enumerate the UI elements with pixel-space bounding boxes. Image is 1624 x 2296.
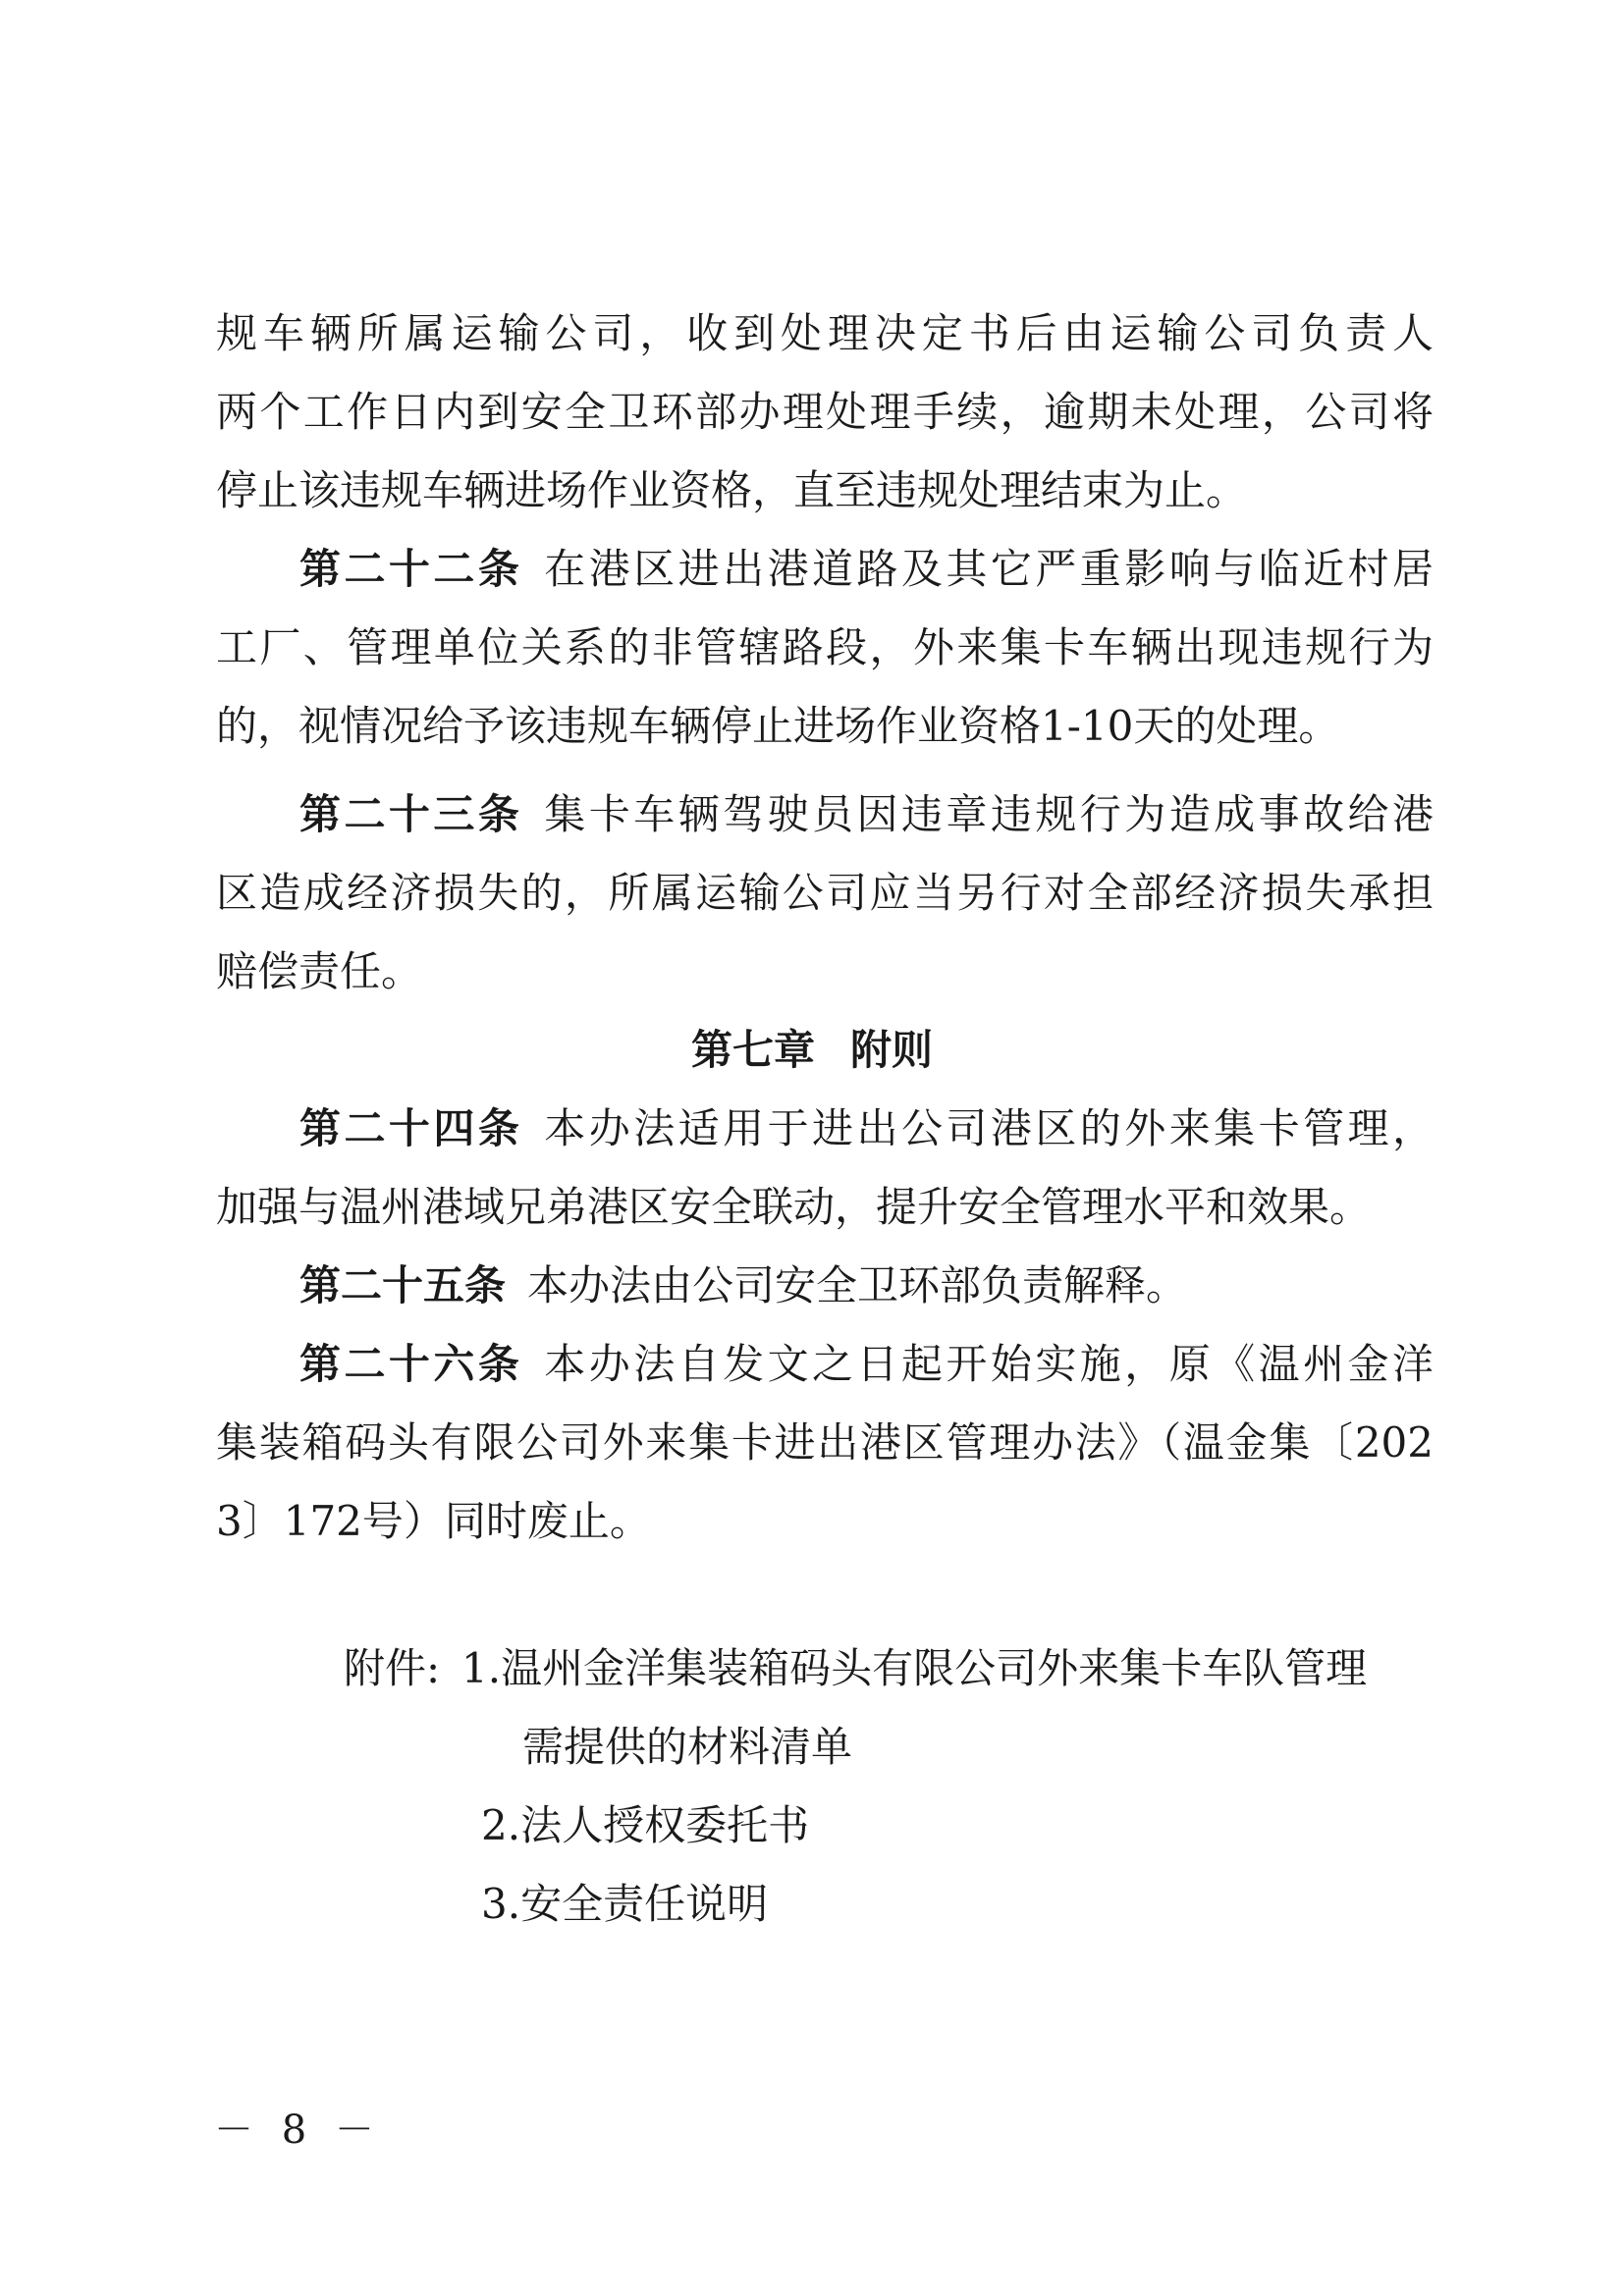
paragraph-line: 工厂、管理单位关系的非管辖路段，外来集卡车辆出现违规行为 <box>216 623 1434 671</box>
paragraph-line: 规车辆所属运输公司，收到处理决定书后由运输公司负责人 <box>216 309 1434 357</box>
paragraph-line: 区造成经济损失的，所属运输公司应当另行对全部经济损失承担 <box>216 869 1434 917</box>
article-22-label: 第二十二条 <box>299 545 523 593</box>
article-23-line <box>299 785 1434 844</box>
article-26-text: 本办法自发文之日起开始实施，原《温州金洋 <box>544 1340 1434 1388</box>
paragraph-line: 3〕172号）同时废止。 <box>216 1497 651 1545</box>
attachment-item-2: 2.法人授权委托书 <box>481 1801 810 1849</box>
attachments-prefix: 附件: <box>344 1644 441 1692</box>
article-22-line <box>299 540 1434 599</box>
attachment-item-1: 1.温州金洋集装箱码头有限公司外来集卡车队管理 <box>461 1644 1368 1692</box>
article-23-text: 集卡车辆驾驶员因违章违规行为造成事故给港 <box>544 790 1434 838</box>
article-25-line <box>299 1256 1434 1315</box>
article-22-text: 在港区进出港道路及其它严重影响与临近村居 <box>544 545 1434 593</box>
paragraph-line: 两个工作日内到安全卫环部办理处理手续，逾期未处理，公司将 <box>216 388 1434 436</box>
article-24-label: 第二十四条 <box>299 1104 523 1152</box>
article-23-label: 第二十三条 <box>299 790 523 838</box>
paragraph-line: 赔偿责任。 <box>216 947 423 995</box>
paragraph-line: 加强与温州港域兄弟港区安全联动，提升安全管理水平和效果。 <box>216 1183 1372 1231</box>
article-26-label: 第二十六条 <box>299 1340 523 1388</box>
attachment-item-3: 3.安全责任说明 <box>481 1880 769 1928</box>
attachment-item-1-continued: 需提供的材料清单 <box>522 1723 853 1771</box>
article-24-text: 本办法适用于进出公司港区的外来集卡管理， <box>544 1104 1434 1152</box>
page-number: － 8 － <box>214 2108 382 2153</box>
article-25-text: 本办法由公司安全卫环部负责解释。 <box>527 1261 1188 1309</box>
article-24-line <box>299 1099 1434 1158</box>
paragraph-line: 的，视情况给予该违规车辆停止进场作业资格1-10天的处理。 <box>216 702 1340 750</box>
chapter-title: 附则 <box>850 1026 934 1074</box>
article-25-label: 第二十五条 <box>299 1261 507 1309</box>
paragraph-line: 集装箱码头有限公司外来集卡进出港区管理办法》（温金集〔202 <box>216 1418 1434 1467</box>
article-26-line <box>299 1335 1434 1394</box>
chapter-heading <box>0 1021 1624 1080</box>
paragraph-line: 停止该违规车辆进场作业资格，直至违规处理结束为止。 <box>216 466 1248 514</box>
chapter-number: 第七章 <box>690 1026 815 1074</box>
